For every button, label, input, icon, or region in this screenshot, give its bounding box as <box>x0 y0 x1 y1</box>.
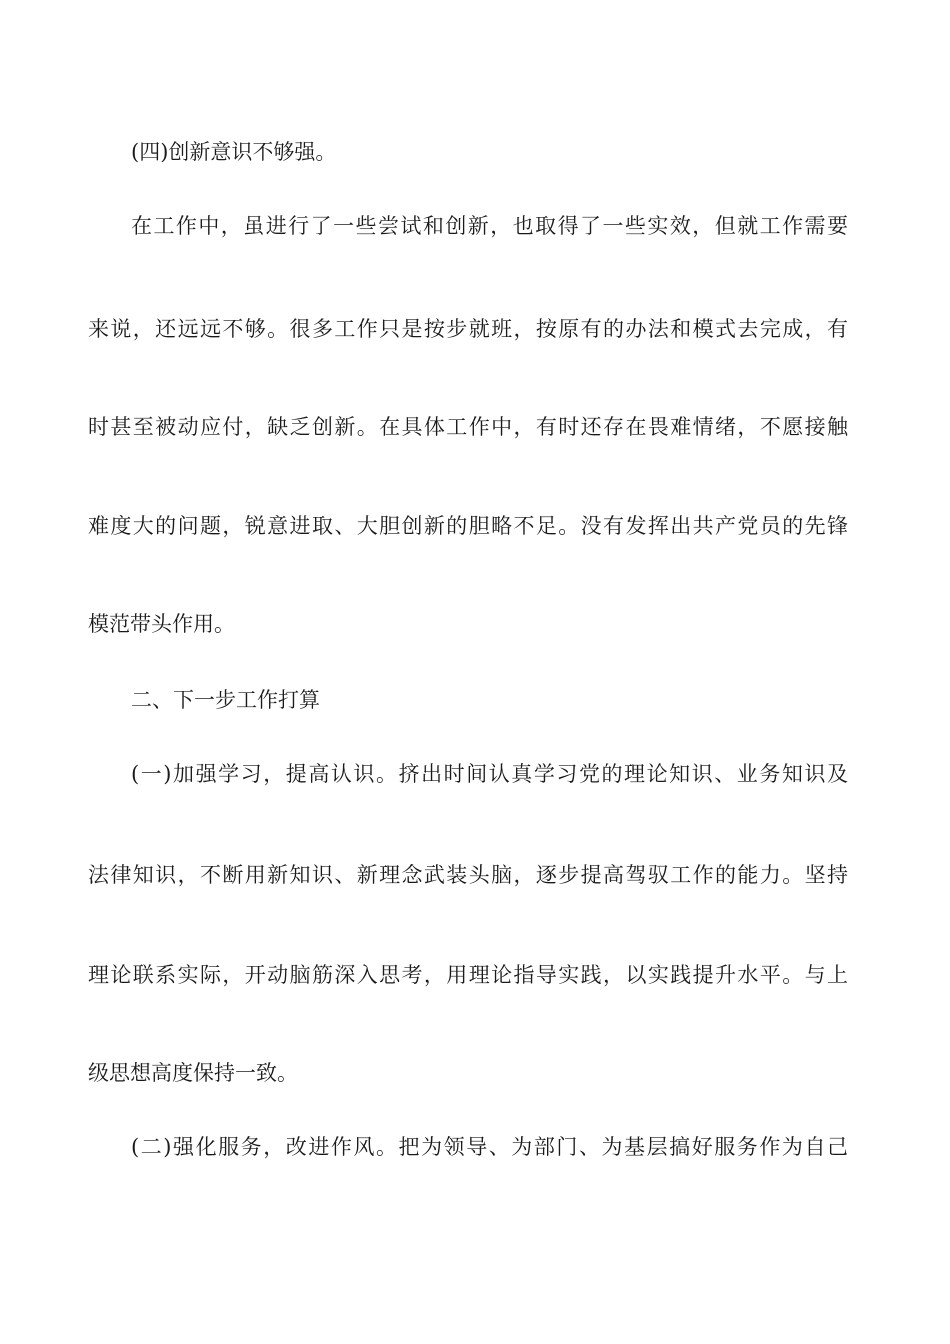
heading-four-innovation: (四)创新意识不够强。 <box>131 140 337 164</box>
paragraph-line: 模范带头作用。 <box>88 612 235 636</box>
section-heading-next-steps: 二、下一步工作打算 <box>131 688 320 712</box>
paragraph-line: 时甚至被动应付，缺乏创新。在具体工作中，有时还存在畏难情绪，不愿接触 <box>88 415 848 439</box>
paragraph-line: 在工作中，虽进行了一些尝试和创新，也取得了一些实效，但就工作需要 <box>131 214 848 238</box>
paragraph-line: 难度大的问题，锐意进取、大胆创新的胆略不足。没有发挥出共产党员的先锋 <box>88 514 848 538</box>
paragraph-line: (一)加强学习，提高认识。挤出时间认真学习党的理论知识、业务知识及 <box>131 762 848 786</box>
paragraph-line: 理论联系实际，开动脑筋深入思考，用理论指导实践，以实践提升水平。与上 <box>88 963 848 987</box>
paragraph-line: 级思想高度保持一致。 <box>88 1061 298 1085</box>
paragraph-line: (二)强化服务，改进作风。把为领导、为部门、为基层搞好服务作为自己 <box>131 1135 848 1159</box>
paragraph-line: 法律知识，不断用新知识、新理念武装头脑，逐步提高驾驭工作的能力。坚持 <box>88 863 848 887</box>
paragraph-line: 来说，还远远不够。很多工作只是按步就班，按原有的办法和模式去完成，有 <box>88 317 848 341</box>
